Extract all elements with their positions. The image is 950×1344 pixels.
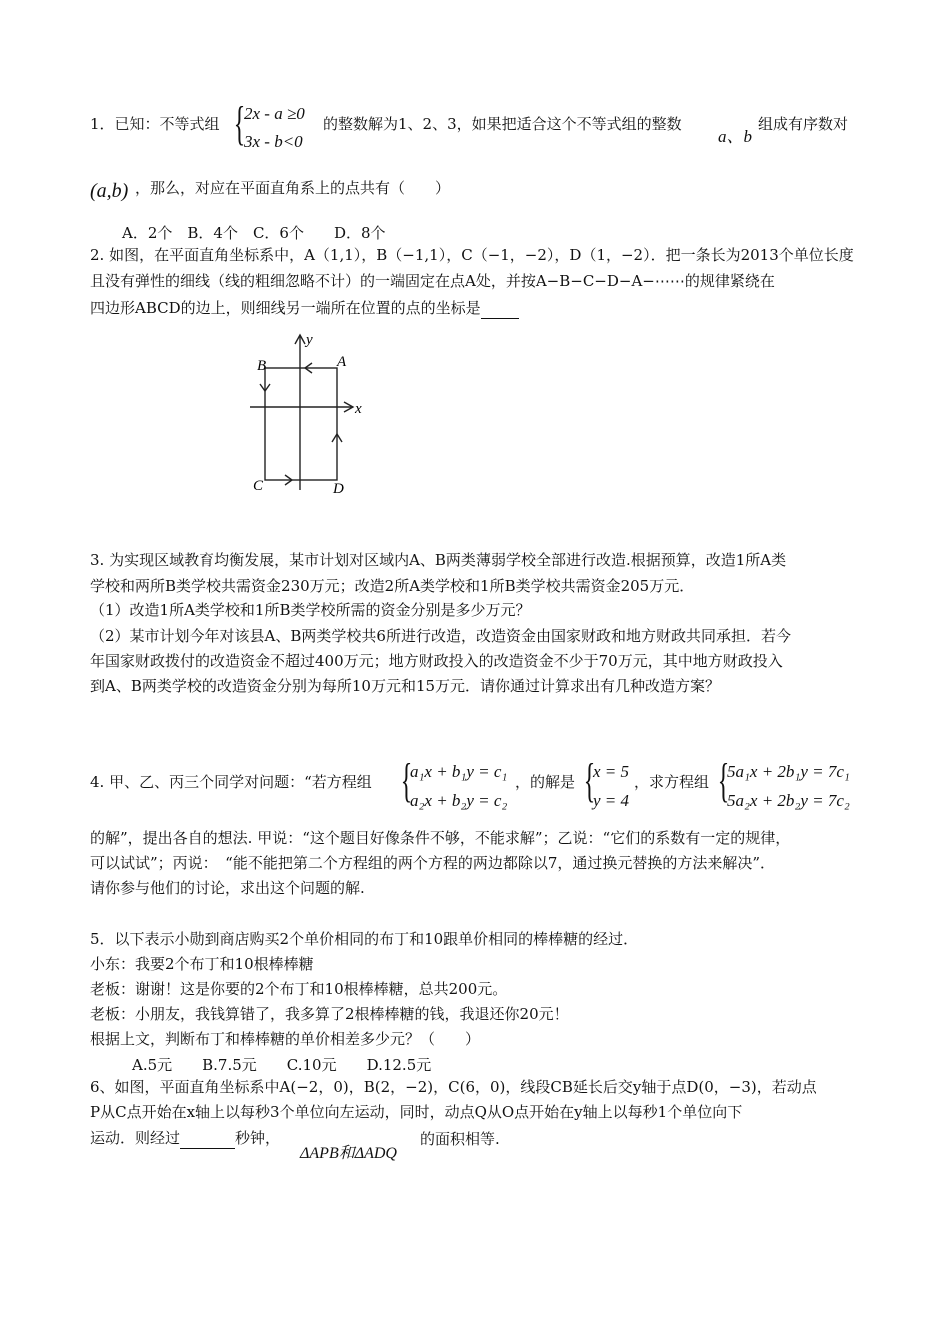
q1-options: A．2个 B．4个 C．6个 D．8个 (122, 224, 386, 242)
q2-answer-blank[interactable] (481, 298, 519, 319)
q3-line5: 年国家财政拨付的改造资金不超过400万元；地方财政投入的改造资金不少于70万元，其中地方财政投入 (90, 652, 783, 670)
q4-mid1: ，的解是 (515, 773, 576, 791)
q5-line5: 根据上文，判断布丁和棒棒糖的单价相差多少元？（ ） (90, 1030, 481, 1048)
q4-line3: 可以试试”；丙说： “能不能把第二个方程组的两个方程的两边都除以7，通过换元替换的方法来解决”． (90, 854, 776, 872)
q6-line3b: 秒钟， (235, 1129, 281, 1147)
q1-brace: { (233, 97, 246, 150)
q6-answer-blank[interactable] (180, 1128, 235, 1149)
q6-line1: 6、如图，平面直角坐标系中A(−2，0)，B(2，−2)，C(6，0)，线段CB延长后交y轴于点D(0，−3)，若动点 (90, 1078, 817, 1096)
q6-line3a: 运动．则经过 (90, 1129, 181, 1147)
q4-prefix: 4. 甲、乙、丙三个同学对问题：“若方程组 (90, 773, 372, 791)
q6-line3c: 的面积相等. (420, 1130, 500, 1148)
q2-line2: 且没有弹性的细线（线的粗细忽略不计）的一端固定在点A处，并按A−B−C−D−A−⋯⋯的规律紧绕在 (90, 272, 775, 290)
q5-options: A.5元 B.7.5元 C.10元 D.12.5元 (132, 1056, 432, 1074)
q3-line6: 到A、B两类学校的改造资金分别为每所10万元和15万元．请你通过计算求出有几种改造方案？ (90, 677, 721, 695)
q6-triangles: ΔAPB和ΔADQ (300, 1145, 397, 1162)
q4-line2: 的解”，提出各自的想法. 甲说：“这个题目好像条件不够，不能求解”；乙说：“它们的系数有一定的规律， (90, 829, 791, 847)
label-x: x (355, 401, 362, 417)
q6-line3 (90, 1128, 280, 1149)
label-b: B (257, 358, 267, 374)
q5-line3: 老板：谢谢！这是你要的2个布丁和10根棒棒糖，总共200元。 (90, 980, 508, 998)
q1-ordered-pair: (a,b) (90, 180, 129, 202)
q1-inequality-2: 3x - b<0 (244, 132, 303, 151)
q4-sol2: y = 4 (593, 791, 630, 810)
label-d: D (333, 481, 344, 497)
q1-line2: ，那么，对应在平面直角系上的点共有（ ） (135, 179, 451, 197)
q4-brace-2: { (583, 754, 596, 807)
q3-line3: （1）改造1所A类学校和1所B类学校所需的资金分别是多少万元？ (90, 601, 531, 619)
q4-eq2: a₂x + b₂y = c₂ (410, 791, 508, 810)
q3-line1: 3. 为实现区域教育均衡发展，某市计划对区域内A、B两类薄弱学校全部进行改造.根据预算，改造1所A类 (90, 551, 787, 569)
q5-line4: 老板：小朋友，我钱算错了，我多算了2根棒棒糖的钱，我退还你20元！ (90, 1005, 569, 1023)
q4-mid2: ，求方程组 (634, 773, 710, 791)
q4-sol1: x = 5 (593, 762, 630, 781)
q4-brace-3: { (717, 754, 730, 807)
q5-line2: 小东：我要2个布丁和10根棒棒糖 (90, 955, 314, 973)
q1-prefix: 1．已知：不等式组 (90, 115, 220, 133)
q1-inequality-1: 2x - a ≥0 (244, 104, 305, 123)
label-c: C (253, 478, 264, 494)
q2-figure (245, 330, 375, 500)
q6-line2: P从C点开始在x轴上以每秒3个单位向左运动，同时，动点Q从O点开始在y轴上以每秒1个单位向下 (90, 1103, 743, 1121)
q4-line4: 请你参与他们的讨论，求出这个问题的解. (90, 879, 365, 897)
q4-eq1: a₁x + b₁y = c₁ (410, 762, 508, 781)
q2-line3-text: 四边形ABCD的边上，则细线另一端所在位置的点的坐标是 (90, 299, 481, 317)
q4-brace-1: { (400, 754, 413, 807)
q1-suffix: 组成有序数对 (758, 115, 849, 133)
q1-middle-text: 的整数解为1、2、3，如果把适合这个不等式组的整数 (323, 115, 682, 133)
q2-line1: 2. 如图，在平面直角坐标系中，A（1,1），B（−1,1），C（−1，−2），D（1，−2）．把一条长为2013个单位长度 (90, 246, 854, 264)
q5-line1: 5．以下表示小勋到商店购买2个单价相同的布丁和10跟单价相同的棒棒糖的经过． (90, 930, 639, 948)
rectangle-abcd (265, 368, 337, 480)
label-a: A (337, 354, 347, 370)
q4-eq3: 5a₁x + 2b₁y = 7c₁ (727, 762, 850, 781)
q4-eq4: 5a₂x + 2b₂y = 7c₂ (727, 791, 850, 810)
q2-line3 (90, 298, 519, 319)
q3-line4: （2）某市计划今年对该县A、B两类学校共6所进行改造，改造资金由国家财政和地方财政共同承担．若今 (90, 627, 791, 645)
label-y: y (306, 332, 313, 348)
q3-line2: 学校和两所B类学校共需资金230万元；改造2所A类学校和1所B类学校共需资金205万元． (90, 577, 695, 595)
q1-vars: a、b (718, 127, 752, 146)
